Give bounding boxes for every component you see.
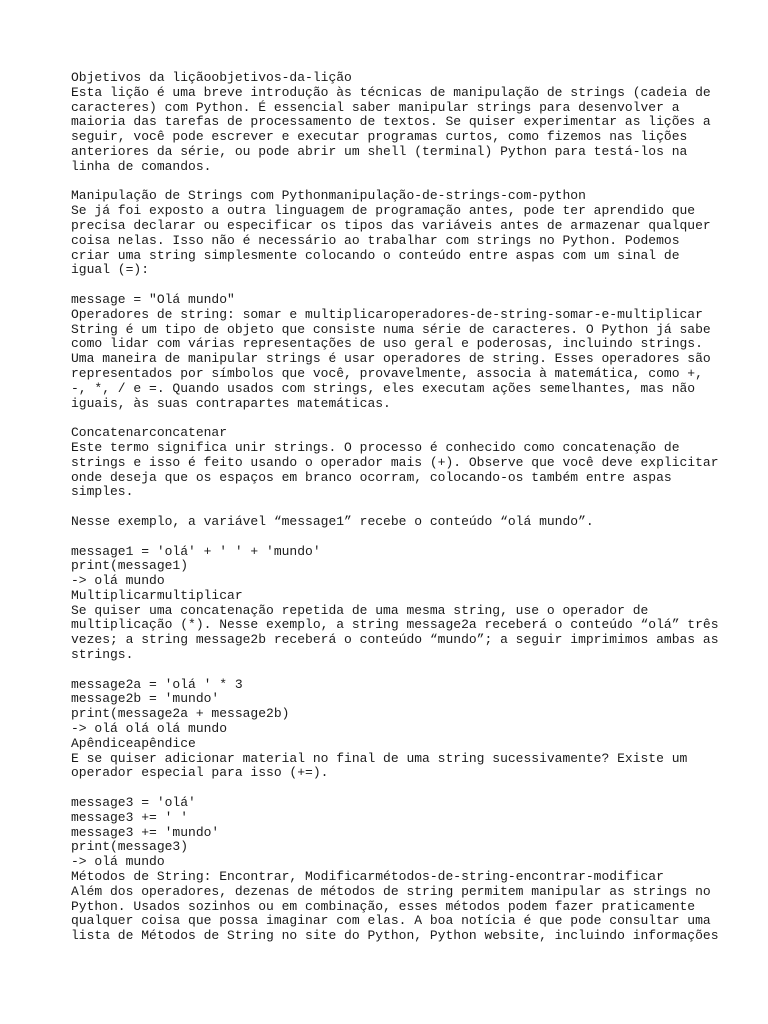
- code-message2: [71, 678, 711, 737]
- heading-text: Multiplicarmultiplicar: [71, 587, 243, 603]
- text-line: maioria das tarefas de processamento de textos. Se quiser experimentar as lições a: [71, 114, 711, 130]
- text-line: operador especial para isso (+=).: [71, 765, 329, 781]
- code-line: message3 = 'olá': [71, 795, 196, 811]
- code-line: message = "Olá mundo": [71, 291, 235, 307]
- text-line: seguir, você pode escrever e executar programas curtos, como fizemos nas lições: [71, 129, 688, 145]
- text-line: criar uma string simplesmente colocando o conteúdo entre aspas com um sinal de: [71, 247, 680, 263]
- blank-line: [71, 530, 711, 545]
- paragraph-intro: [71, 86, 711, 175]
- text-line: Além dos operadores, dezenas de métodos de string permitem manipular as strings no: [71, 883, 711, 899]
- code-line: print(message2a + message2b): [71, 706, 290, 722]
- text-line: representados por símbolos que você, provavelmente, associa à matemática, como +,: [71, 365, 703, 381]
- text-line: linha de comandos.: [71, 158, 212, 174]
- text-line: iguais, às suas contrapartes matemáticas.: [71, 395, 391, 411]
- blank-line: [71, 411, 711, 426]
- text-line: coisa nelas. Isso não é necessário ao trabalhar com strings no Python. Podemos: [71, 232, 680, 248]
- heading-text: Manipulação de Strings com Pythonmanipulação-de-strings-com-python: [71, 188, 586, 204]
- code-line: -> olá mundo: [71, 573, 165, 589]
- blank-line: [71, 781, 711, 796]
- text-line: multiplicação (*). Nesse exemplo, a string message2a receberá o conteúdo “olá” três: [71, 617, 719, 633]
- text-line: Este termo significa unir strings. O processo é conhecido como concatenação de: [71, 439, 680, 455]
- paragraph-operadores: [71, 323, 711, 412]
- text-line: caracteres) com Python. É essencial saber manipular strings para desenvolver a: [71, 99, 680, 115]
- text-line: Uma maneira de manipular strings é usar operadores de string. Esses operadores são: [71, 351, 711, 367]
- heading-multiplicar: [71, 589, 711, 604]
- text-line: vezes; a string message2b receberá o conteúdo “mundo”; a seguir imprimimos ambas as: [71, 632, 719, 648]
- paragraph-concatenar: [71, 439, 719, 500]
- code-line: -> olá mundo: [71, 854, 165, 870]
- heading-text: Apêndiceapêndice: [71, 735, 196, 751]
- code-message1: [71, 545, 711, 589]
- text-line: String é um tipo de objeto que consiste numa série de caracteres. O Python já sabe: [71, 321, 711, 337]
- text-line: como lidar com várias representações de uso geral e poderosas, incluindo strings.: [71, 336, 703, 352]
- code-line: message3 += ' ': [71, 809, 189, 825]
- heading-text: Métodos de String: Encontrar, Modificarmétodos-de-string-encontrar-modificar: [71, 869, 664, 885]
- text-line: onde deseja que os espaços em branco ocorram, colocando-os também entre aspas: [71, 469, 672, 485]
- text-line: lista de Métodos de String no site do Python, Python website, incluindo informações: [71, 928, 719, 944]
- code-line: print(message1): [71, 558, 189, 574]
- code-line: message2a = 'olá ' * 3: [71, 676, 243, 692]
- code-line: print(message3): [71, 839, 189, 855]
- heading-metodos: [71, 870, 711, 885]
- text-line: igual (=):: [71, 262, 150, 278]
- heading-concatenar: [71, 426, 711, 441]
- blank-line: [71, 663, 711, 678]
- paragraph-multiplicar: [71, 602, 719, 663]
- heading-apendice: [71, 737, 711, 752]
- paragraph-apendice: [71, 752, 711, 782]
- code-line: -> olá olá olá mundo: [71, 721, 228, 737]
- blank-line: [71, 278, 711, 293]
- code-line: message3 += 'mundo': [71, 824, 220, 840]
- text-line: -, *, / e =. Quando usados com strings, eles executam ações semelhantes, mas não: [71, 380, 696, 396]
- text-line: qualquer coisa que possa imaginar com elas. A boa notícia é que pode consultar uma: [71, 913, 711, 929]
- text-line: anteriores da série, ou pode abrir um shell (terminal) Python para testá-los na: [71, 143, 688, 159]
- heading-text: Objetivos da liçãoobjetivos-da-lição: [71, 70, 352, 85]
- paragraph-manipulacao: [71, 204, 711, 278]
- blank-line: [71, 175, 711, 190]
- heading-text: Operadores de string: somar e multiplicaroperadores-de-string-somar-e-multiplicar: [71, 306, 703, 322]
- document-page: [71, 70, 719, 944]
- text-line: precisa declarar ou especificar os tipos das variáveis antes de armazenar qualquer: [71, 217, 711, 233]
- text-line: simples.: [71, 484, 134, 500]
- heading-objetivos: [71, 71, 711, 86]
- text-line: Se já foi exposto a outra linguagem de programação antes, pode ter aprendido que: [71, 203, 696, 219]
- text-line: strings.: [71, 647, 134, 663]
- text-line: Se quiser uma concatenação repetida de uma mesma string, use o operador de: [71, 602, 649, 618]
- code-message3: [71, 796, 711, 870]
- paragraph-metodos: [71, 883, 719, 944]
- heading-manipulacao: [71, 189, 711, 204]
- blank-line: [71, 500, 711, 515]
- text-line: strings e isso é feito usando o operador mais (+). Observe que você deve explicitar: [71, 454, 719, 470]
- paragraph-exemplo: [71, 515, 711, 530]
- heading-operadores: [71, 308, 711, 323]
- text-line: E se quiser adicionar material no final de uma string sucessivamente? Existe um: [71, 750, 688, 766]
- text-line: Nesse exemplo, a variável “message1” recebe o conteúdo “olá mundo”.: [71, 513, 594, 529]
- code-line: message2b = 'mundo': [71, 691, 220, 707]
- text-line: Python. Usados sozinhos ou em combinação, esses métodos podem fazer praticamente: [71, 898, 696, 914]
- heading-text: Concatenarconcatenar: [71, 425, 228, 441]
- code-message: [71, 293, 711, 308]
- code-line: message1 = 'olá' + ' ' + 'mundo': [71, 543, 321, 559]
- text-line: Esta lição é uma breve introdução às técnicas de manipulação de strings (cadeia de: [71, 84, 711, 100]
